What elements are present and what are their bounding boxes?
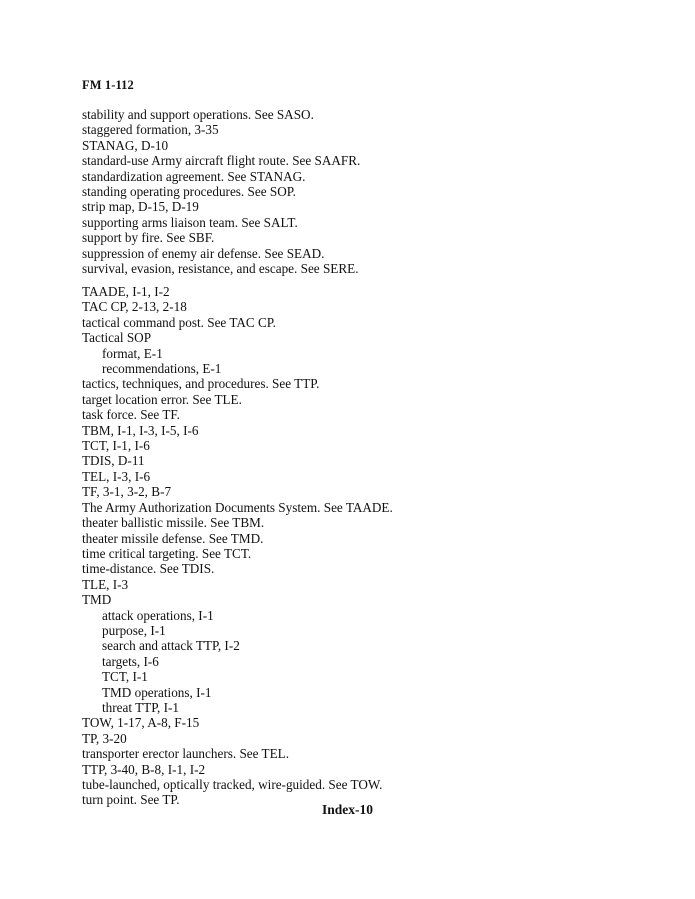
index-entry: tube-launched, optically tracked, wire-guided. See TOW. [82, 777, 383, 792]
index-entry: TCT, I-1, I-6 [82, 438, 150, 454]
index-entry: TTP, 3-40, B-8, I-1, I-2 [82, 761, 206, 777]
index-entry: STANAG, D-10 [82, 137, 169, 153]
index-entry: TAADE, I-1, I-2 [82, 284, 170, 299]
index-entry: TF, 3-1, 3-2, B-7 [82, 484, 172, 500]
index-subentry: TCT, I-1 [102, 669, 148, 685]
index-entry: TBM, I-1, I-3, I-5, I-6 [82, 422, 199, 438]
index-section-s [82, 107, 360, 276]
index-entry: turn point. See TP. [82, 792, 180, 808]
index-entry: theater ballistic missile. See TBM. [82, 515, 265, 531]
index-subentry: targets, I-6 [102, 653, 159, 669]
index-subentry: attack operations, I-1 [102, 607, 214, 623]
index-entry: Tactical SOP [82, 330, 152, 346]
index-entry: TEL, I-3, I-6 [82, 468, 151, 484]
index-entry: stability and support operations. See SASO. [82, 107, 314, 122]
index-entry: tactics, techniques, and procedures. See TTP. [82, 376, 320, 392]
index-entry: TOW, 1-17, A-8, F-15 [82, 715, 200, 731]
index-section-t [82, 284, 393, 808]
index-subentry: recommendations, E-1 [102, 361, 222, 377]
index-subentry: format, E-1 [102, 345, 163, 361]
document-header: FM 1-112 [82, 78, 134, 92]
index-entry: standardization agreement. See STANAG. [82, 168, 306, 184]
index-entry: strip map, D-15, D-19 [82, 199, 199, 215]
index-entry: target location error. See TLE. [82, 391, 242, 407]
index-entry: survival, evasion, resistance, and escape. See SERE. [82, 261, 359, 277]
index-entry: standing operating procedures. See SOP. [82, 184, 296, 200]
index-subentry: search and attack TTP, I-2 [102, 638, 240, 654]
index-entry: TMD [82, 592, 112, 608]
index-entry: time-distance. See TDIS. [82, 561, 215, 577]
index-entry: supporting arms liaison team. See SALT. [82, 214, 298, 230]
index-entry: standard-use Army aircraft flight route. See SAAFR. [82, 153, 361, 169]
index-entry: TDIS, D-11 [82, 453, 145, 469]
index-subentry: threat TTP, I-1 [102, 699, 180, 715]
index-entry: time critical targeting. See TCT. [82, 545, 252, 561]
index-subentry: TMD operations, I-1 [102, 684, 212, 700]
page-footer [0, 802, 695, 818]
index-entry: staggered formation, 3-35 [82, 122, 219, 138]
index-entry: TLE, I-3 [82, 576, 129, 592]
index-entry: transporter erector launchers. See TEL. [82, 746, 290, 762]
index-entry: theater missile defense. See TMD. [82, 530, 264, 546]
index-entry: support by fire. See SBF. [82, 230, 215, 246]
index-entry: task force. See TF. [82, 407, 180, 423]
index-subentry: purpose, I-1 [102, 622, 166, 638]
index-entry: TAC CP, 2-13, 2-18 [82, 299, 187, 315]
index-entry: tactical command post. See TAC CP. [82, 314, 276, 330]
page-number: Index-10 [321, 802, 373, 817]
index-entry: suppression of enemy air defense. See SEAD. [82, 245, 325, 261]
index-entry: The Army Authorization Documents System. See TAADE. [82, 499, 393, 515]
index-entry: TP, 3-20 [82, 730, 127, 746]
